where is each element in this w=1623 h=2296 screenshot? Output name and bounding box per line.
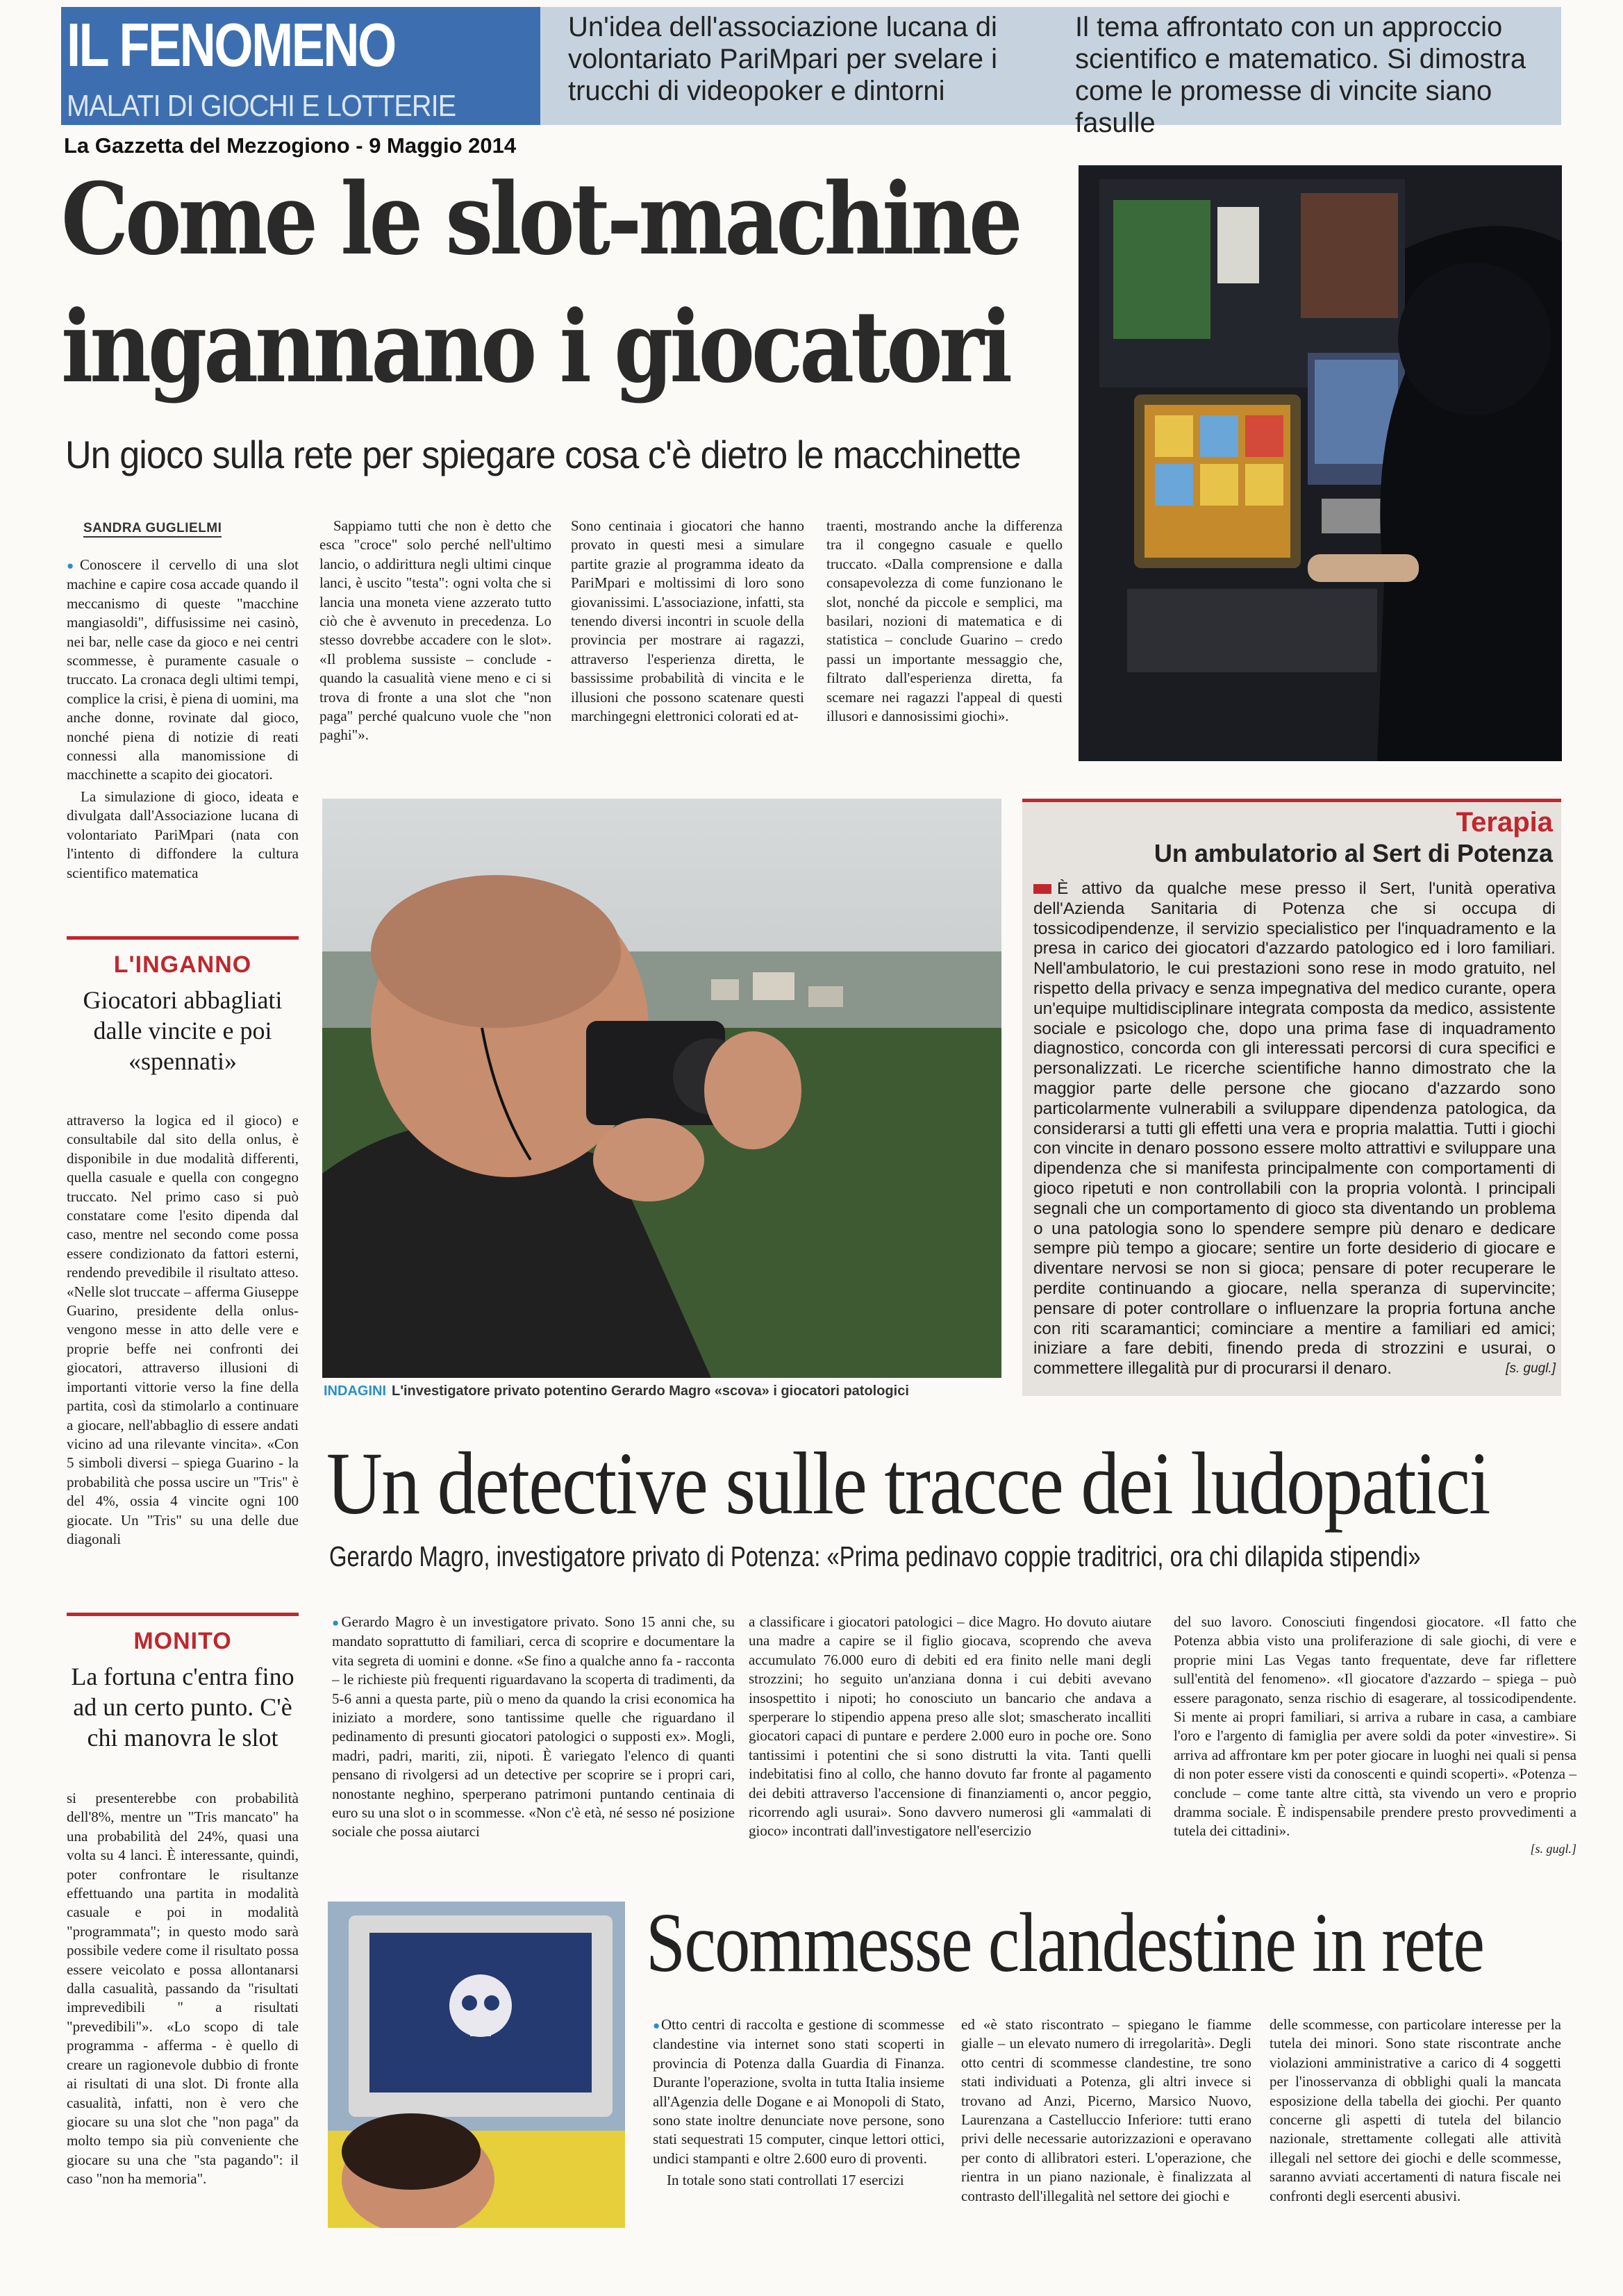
inganno-title: Giocatori abbagliati dalle vincite e poi «spennati» bbox=[83, 986, 283, 1075]
main-headline-2: ingannano i giocatori bbox=[61, 290, 1010, 405]
slot-machine-photo bbox=[1079, 165, 1562, 761]
detective-column-3 bbox=[1174, 1613, 1576, 1858]
scommesse-col3-p: delle scommesse, con particolare interesse per la tutela dei minori. Sono state riscontrate anche violazioni amministrative a carico di 4 soggetti per l'inosservanza di obblighi quali la mancata esposizione della tabella dei giochi. Per quanto concerne gli aspetti di tutela del bilancio nazionale, strettamente collegati alle attività illegali nel settore dei giochi e delle scommesse, saranno avviati accertamenti di natura fiscale nei confronti degli esercenti abusivi. bbox=[1270, 2016, 1561, 2204]
main-column-2 bbox=[319, 517, 551, 748]
main-column-3 bbox=[571, 517, 804, 729]
terapia-text-body: È attivo da qualche mese presso il Sert, l'unità operativa dell'Azienda Sanitaria di Potenza che si occupa di tossicodipendenze, il servizio specialistico per l'inquadramento e la presa in carico dei giocatori d'azzardo patologico ed i loro familiari. Nell'ambulatorio, le cui prestazioni sono rese in modo gratuito, nel rispetto della privacy e senza impegnativa del medico curante, opera un'equipe multidisciplinare integrata composta da medico, assistente sociale e psicologo che, dopo una prima fase di inquadramento diagnostico, concorda con gli interessati percorsi di cura specifici e personalizzati. Le ricerche scientifiche hanno dimostrato che la maggior parte delle persone che giocano d'azzardo sono particolarmente vulnerabili a sviluppare dipendenza patologica, da considerarsi a tutti gli effetti una vera e propria malattia. Tutti i giochi con vincite in denaro possono essere molto attrattivi e sviluppare una dipendenza che si manifesta principalmente con comportamenti di gioco ripetuti e non controllabili con la propria volontà. I principali segnali che un comportamento di gioco sta diventando un problema o una patologia sono lo spendere sempre più denaro e dedicare sempre più tempo a giocare; sentire un forte desiderio di giocare e diventare nervosi se non si gioca; pensare di poter recuperare le perdite continuando a giocare, nella speranza di supervincite; pensare di poter controllare o influenzare la propria fortuna anche con riti scaramantici; cominciare a mentire a familiari ed amici; iniziare a fare debiti, finendo preda di strozzini e usurai, o commettere illegalità pur di procurarsi il denaro. bbox=[1033, 879, 1556, 1379]
main-col3-p1: Sono centinaia i giocatori che hanno provato in questi mesi a simulare partite grazie al programma ideato da PariMpari e moltissimi di loro sono giovanissimi. L'associazione, infatti, sta tenendo diversi incontri in scuole della provincia per mostrare ai ragazzi, attraverso l'esperienza diretta, le bassissime probabilità di vincita e le illusioni che possono scatenare questi marchingegni elettronici colorati ed at- bbox=[571, 517, 804, 725]
inganno-text-p1: attraverso la logica ed il gioco) e consultabile dal sito della onlus, è disponibile in due modalità differenti, quella casuale e quella con congegno truccato. Nel primo caso si può constatare come l'esito dipenda dal caso, mentre nel secondo come possa essere condizionato da fattori esterni, rendendo prevedibile il risultato atteso. «Nelle slot truccate – afferma Giuseppe Guarino, presidente della onlus- vengono messe in atto delle vere e proprie beffe nei confronti dei giocatori, attraverso illusioni di importanti vittorie verso la fine della partita, così da stimolarlo a continuare a giocare, nell'abbaglio di essere andati vicino ad una rilevante vincita». «Con 5 simboli diversi – spiega Guarino - la probabilità che possa uscire un "Tris" è del 4%, ossia 4 vincite ogni 100 giocate. Un "Tris" su una delle due diagonali bbox=[67, 1112, 299, 1547]
monito-text-p1: si presenterebbe con probabilità dell'8%, mentre un "Tris mancato" ha una probabilità del 24%, quasi una volta su 4 lanci. È interessante, quindi, poter confrontare le risultanze effettuando una partita in modalità casuale e poi in modalità "programmata"; in questo modo sarà possibile vedere come il risultato possa essere veicolato e possa allontanarsi dalla casualità, passando da "risultati imprevedibili " a risultati "prevedibili"». «Lo scopo di tale programma - afferma - è quello di creare un ragionevole dubbio di fronte ai risultati di una slot. Di fronte alla casualità, infatti, non è vero che giocare su una slot che "non paga" da molto tempo sia più conveniente che giocare su una che "sta pagando": il caso "non ha memoria". bbox=[67, 1790, 299, 2188]
photo-caption-text: L'investigatore privato potentino Gerardo Magro «scova» i giocatori patologici bbox=[392, 1383, 909, 1399]
main-col2-p1: Sappiamo tutti che non è detto che esca "croce" solo perché nell'ultimo lancio, o addirittura negli ultimi cinque lanci, è uscito "testa": ogni volta che si lancia una moneta viene azzerato tutto ciò che è avvenuto in precedenza. Lo stesso dovrebbe accadere con le slot». «Il problema sussiste – conclude - quando la casualità viene meno e ci si trova di fronte a una slot che "non paga" perché qualcuno vuole che "non paghi"». bbox=[319, 517, 551, 744]
main-column-1 bbox=[67, 556, 299, 885]
main-headline-1: Come le slot-machine bbox=[61, 162, 1019, 277]
scommesse-column-2 bbox=[961, 2015, 1251, 2208]
inganno-rule bbox=[67, 936, 299, 940]
detective-subheadline: Gerardo Magro, investigatore privato di Potenza: «Prima pedinavo coppie traditrici, ora chi dilapida stipendi» bbox=[329, 1540, 1421, 1572]
inganno-text bbox=[67, 1111, 299, 1552]
detective-headline: Un detective sulle tracce dei ludopatici bbox=[326, 1434, 1490, 1533]
detective-photo bbox=[322, 799, 1001, 1378]
terapia-signature: [s. gugl.] bbox=[1506, 1361, 1556, 1376]
monito-text bbox=[67, 1789, 299, 2192]
terapia-rule bbox=[1022, 799, 1561, 802]
teaser-left: Un'idea dell'associazione lucana di volontariato PariMpari per svelare i trucchi di videopoker e dintorni bbox=[568, 12, 998, 106]
section-subtitle: MALATI DI GIOCHI E LOTTERIE bbox=[67, 89, 456, 123]
monito-title: La fortuna c'entra fino ad un certo punto. C'è chi manovra le slot bbox=[71, 1663, 294, 1752]
photo-caption-kicker: INDAGINI bbox=[324, 1383, 386, 1399]
detective-col1-p: ● Gerardo Magro è un investigatore privato. Sono 15 anni che, su mandato soprattutto di familiari, cerca di scoprire e documentare la vita segreta di uomini e donne. «Se fino a qualche anno fa - racconta – le richieste più frequenti riguardavano la scoperta di tradimenti, da 5-6 anni a questa parte, più o meno da quando la crisi economica ha iniziato a mordere, sono tantissime quelle che riguardano il pedinamento di presunti giocatori patologici o supposti ex». Mogli, madri, padri, mariti, zii, nipoti. È variegato l'elenco di quanti pensano di rivolgersi ad un detective per scoprire se i propri cari, nonostante neghino, sperperano patrimoni puntando centinaia di euro su una slot o in scommesse. «Non c'è età, né sesso né posizione sociale che possa aiutarci bbox=[332, 1613, 735, 1842]
detective-signature: [s. gugl.] bbox=[1530, 1841, 1576, 1856]
main-column-4 bbox=[826, 517, 1063, 729]
terapia-title: Un ambulatorio al Sert di Potenza bbox=[1154, 839, 1553, 867]
byline: SANDRA GUGLIELMI bbox=[83, 521, 222, 538]
detective-col2-p: a classificare i giocatori patologici – dice Magro. Ho dovuto aiutare una madre a capire se il figlio giocava, scoprendo che aveva accumulato 76.000 euro di debiti ed era finito nelle mani degli strozzini; ho seguito un'anziana donna i cui debiti avevano insospettito i nipoti; ho conosciuto un bancario che andava a sperperare lo stipendio appena preso alle slot; smascherato incalliti giocatori capaci di puntare e perdere 2.000 euro in poche ore. Sono tantissimi i potentini che si sono distrutti la vita. Tanti quelli indebitatisi fino al collo, che hanno dovuto far fronte al pagamento dei debiti attraverso l'accensione di finanziamenti o, ancor peggio, ricorrendo agli usurai». Sono davvero numerosi gli «ammalati di gioco» incontrati dall'investigatore nell'esercizio bbox=[749, 1613, 1151, 1840]
scommesse-headline: Scommesse clandestine in rete bbox=[646, 1896, 1484, 1990]
teaser-right: Il tema affrontato con un approccio scientifico e matematico. Si dimostra come le promesse di vincite siano fasulle bbox=[1075, 12, 1526, 138]
scommesse-col1-p: ● Otto centri di raccolta e gestione di scommesse clandestine via internet sono stati scoperti in provincia di Potenza dalla Guardia di Finanza. Durante l'operazione, svolta in tutta Italia insieme all'Agenzia delle Dogane e ai Monopoli di Stato, sono state inoltre denunciate nove persone, sono stati sequestrati 15 computer, cinque lettori ottici, undici stampanti e oltre 2.600 euro di proventi. bbox=[653, 2015, 944, 2168]
detective-column-2 bbox=[749, 1613, 1151, 1844]
terapia-text bbox=[1033, 879, 1556, 1379]
source-line: La Gazzetta del Mezzogiono - 9 Maggio 2014 bbox=[64, 133, 517, 158]
inganno-kicker: L'INGANNO bbox=[113, 951, 252, 978]
photo-caption bbox=[324, 1383, 909, 1399]
terapia-bullet-icon bbox=[1033, 884, 1051, 894]
scommesse-column-1 bbox=[653, 2015, 944, 2193]
section-badge bbox=[61, 7, 540, 125]
detective-column-1 bbox=[332, 1613, 735, 1845]
main-col1-p2: La simulazione di gioco, ideata e divulgata dall'Associazione lucana di volontariato PariMpari (nata con l'intento di diffondere la cultura scientifico matematica bbox=[67, 788, 299, 881]
monito-rule bbox=[67, 1613, 299, 1616]
computer-photo bbox=[328, 1902, 625, 2228]
main-col1-p1: ● Conoscere il cervello di una slot machine e capire cosa accade quando il meccanismo di queste "macchine mangiasoldi", diffusissime nei casinò, nei bar, nelle case da gioco e nei centri scommesse, è puramente casuale o truccato. La cronaca degli ultimi tempi, complice la crisi, è piena di uomini, ma anche donne, rovinate dal gioco, nonché piena di notizie di reati connessi alla manomissione di macchinette a scapito dei giocatori. bbox=[67, 556, 299, 785]
monito-kicker: MONITO bbox=[133, 1628, 232, 1654]
main-subheadline: Un gioco sulla rete per spiegare cosa c'è dietro le macchinette bbox=[65, 433, 1021, 476]
scommesse-column-3 bbox=[1270, 2015, 1561, 2208]
main-col4-p1: traenti, mostrando anche la differenza tra il congegno casuale e quello truccato. «Dalla comprensione e dalla consapevolezza di come funzionano le slot, nonché da piccole e semplici, ma basilari, nozioni di matematica e di statistica – conclude Guarino – credo passi un importante messaggio che, filtrato dall'esperienza diretta, fa scemare nei ragazzi l'appeal di questi illusori e dannosissimi giochi». bbox=[826, 517, 1063, 725]
terapia-kicker: Terapia bbox=[1456, 807, 1553, 838]
scommesse-col2-p: ed «è stato riscontrato – spiegano le fiamme gialle – un elevato numero di irregolarità». Degli otto centri di scommesse clandestine, tre sono stati individuati a Potenza, gli altri invece si trovano ad Anzi, Picerno, Marsico Nuovo, Laurenzana a Castelluccio Inferiore: tutti erano privi delle necessarie autorizzazioni e operavano per conto di allibratori esteri. L'operazione, che rientra in un piano nazionale, è finalizzata al contrasto dell'illegalità nel settore dei giochi e bbox=[961, 2016, 1251, 2204]
detective-col3-p: del suo lavoro. Conosciuti fingendosi giocatore. «Il fatto che Potenza abbia visto una proliferazione di sale giochi, di vere e proprie mini Las Vegas tanto frequentate, deve far riflettere sull'entità del fenomeno». «Il giocatore d'azzardo – spiega – può essere paragonato, senza rischio di esagerare, al tossicodipendente. Si mente ai propri familiari, si arriva a rubare in casa, a cambiare l'oro e l'argento di famiglia per avere soldi da poter «investire». Si arriva ad affrontare km per poter giocare in luoghi nei quali si pensa di non poter essere visti da conoscenti e quindi scoperti». «Potenza – conclude – come tante altre città, sta vivendo un vero e proprio dramma sociale. È indispensabile prendere presto provvedimenti a tutela dei cittadini». bbox=[1174, 1613, 1576, 1840]
section-title: IL FENOMENO bbox=[67, 10, 395, 79]
scommesse-col1-p2: In totale sono stati controllati 17 esercizi bbox=[667, 2172, 904, 2189]
